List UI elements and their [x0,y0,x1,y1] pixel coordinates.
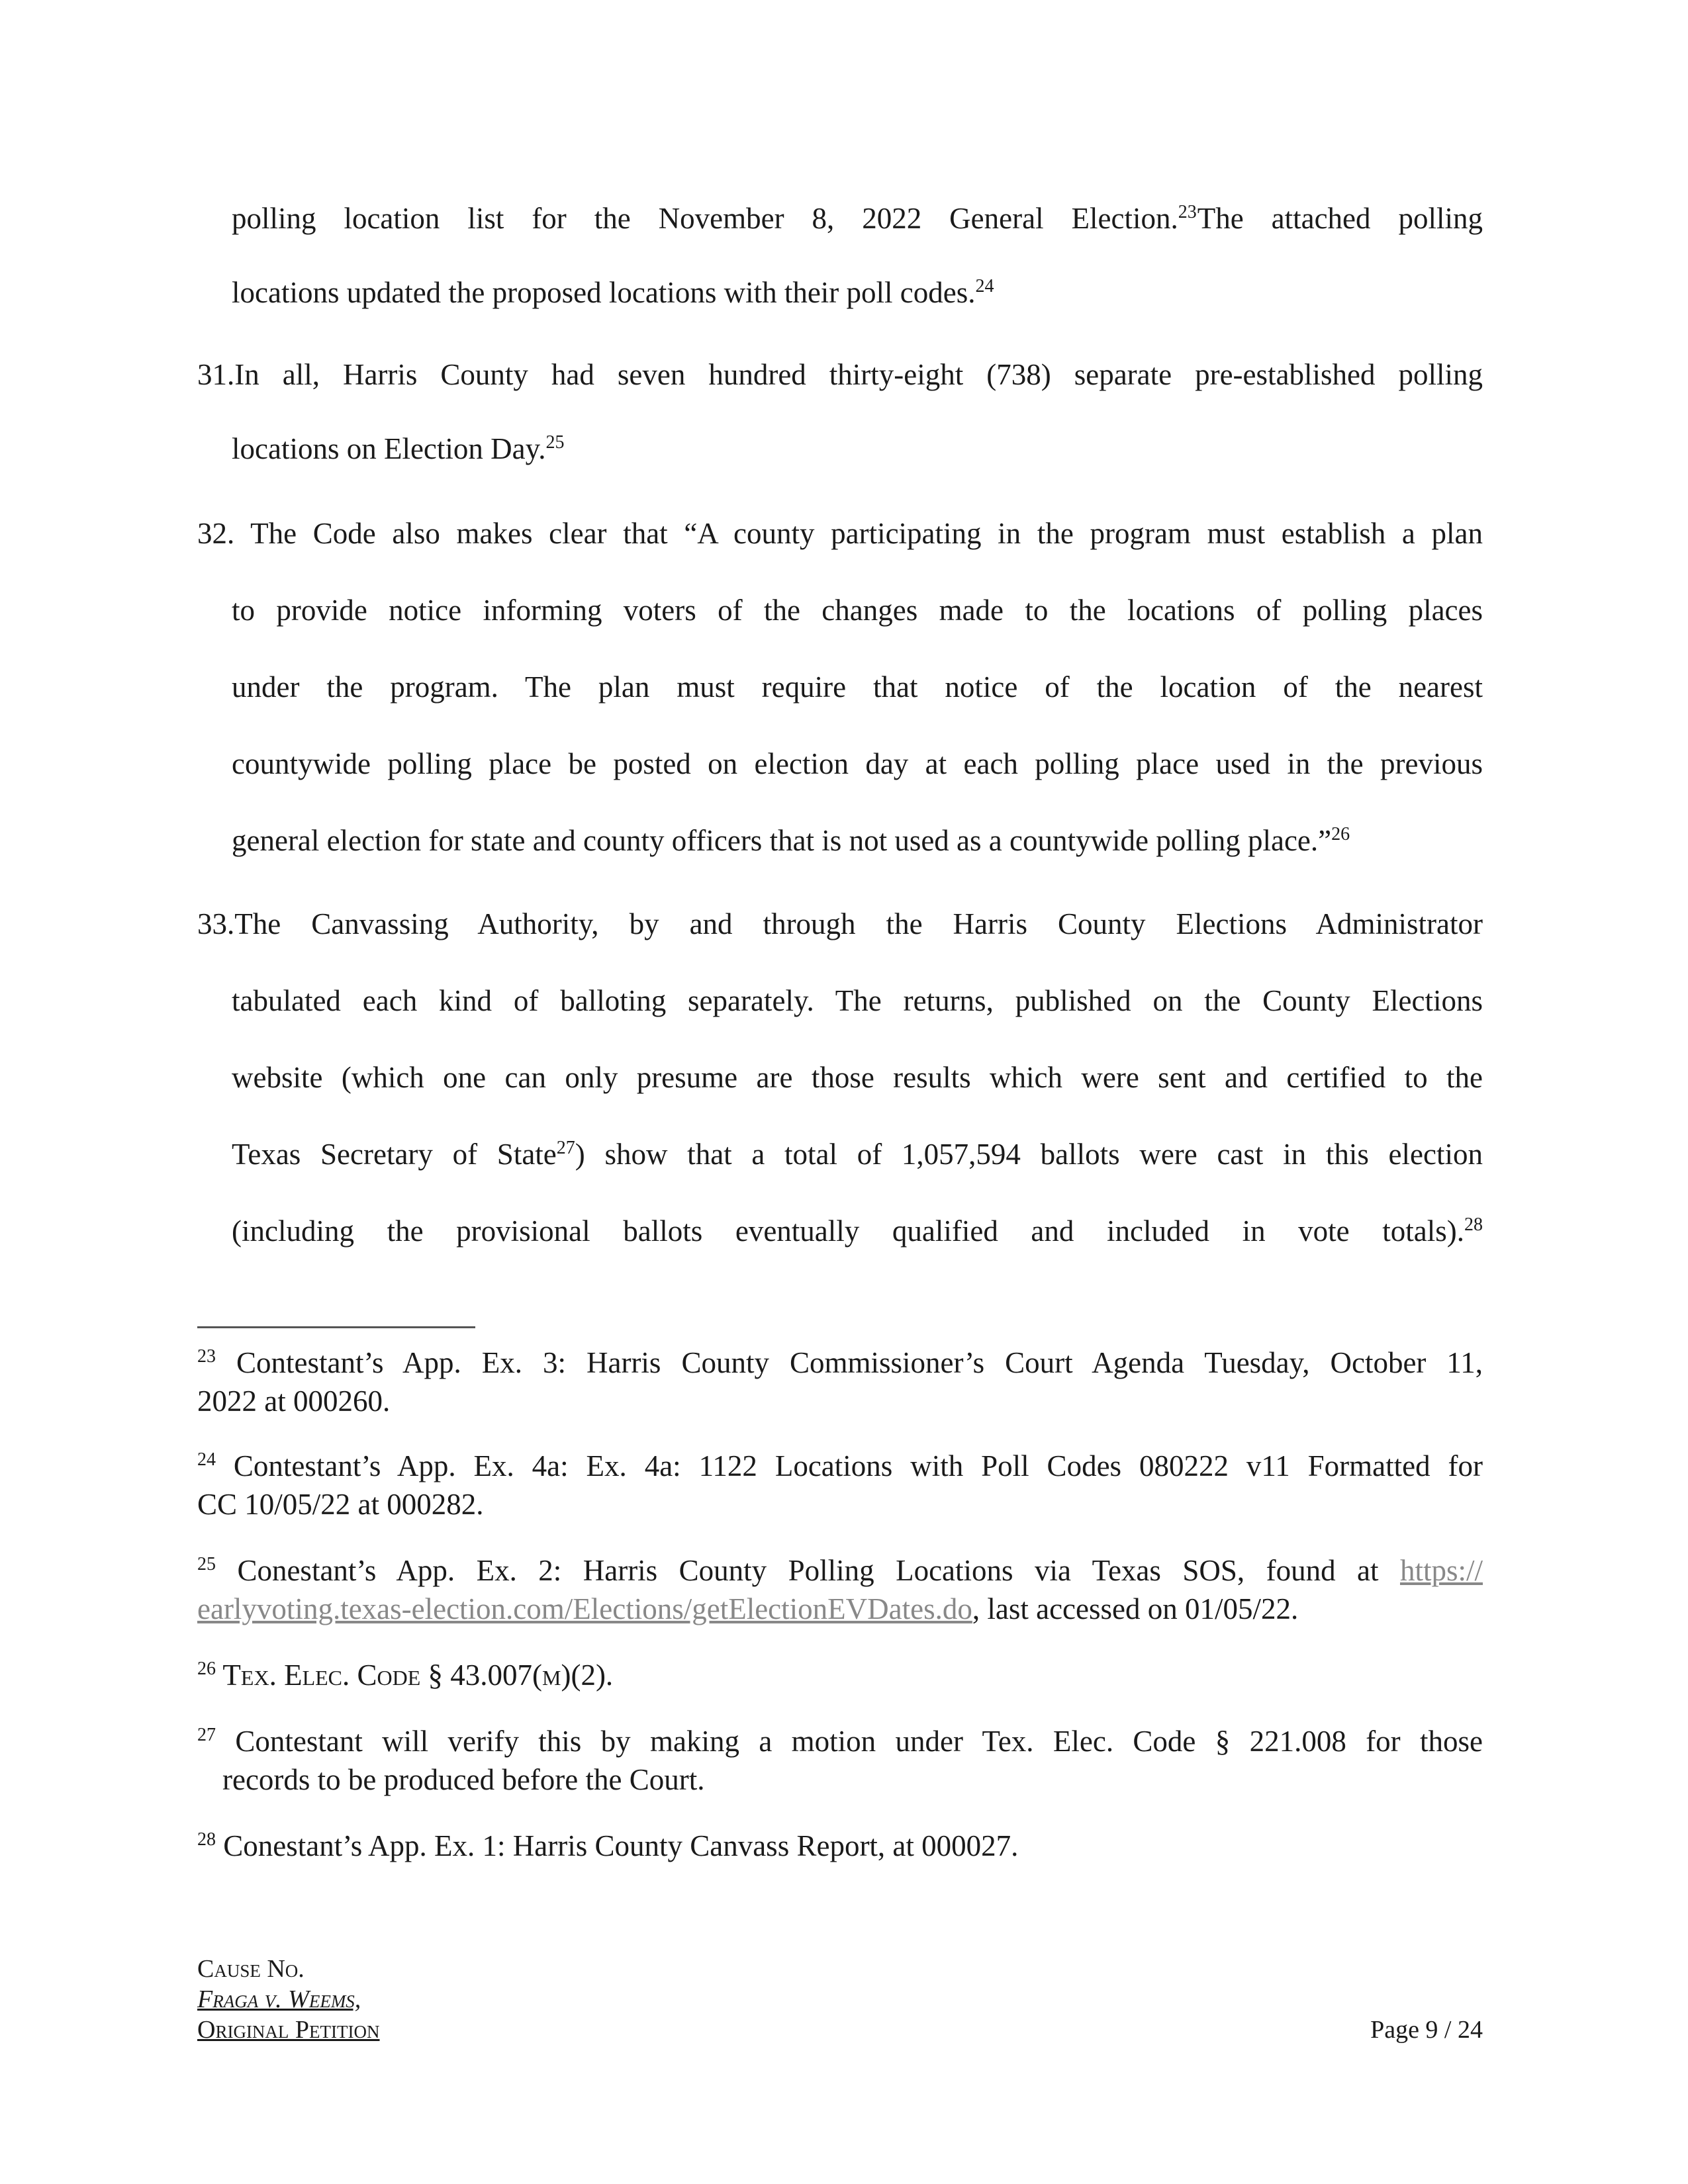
para31-text-2: locations on Election Day. [232,432,546,465]
footnote-26-number: 26 [197,1659,216,1679]
footnote-28-text: Conestant’s App. Ex. 1: Harris County Canvass Report, at 000027. [216,1829,1019,1862]
footnote-28-line1 [197,1827,1483,1865]
footnote-26-text: Tex. Elec. Code § 43.007(m)(2). [216,1659,614,1692]
footnote-ref-24[interactable]: 24 [975,276,994,296]
para33-line1: 33.The Canvassing Authority, by and through the Harris County Elections Administrator [197,907,1483,940]
footnote-25-number: 25 [197,1554,216,1574]
para30-line1 [232,180,1483,257]
footnote-26 [197,1656,1483,1694]
footnote-23-number: 23 [197,1346,216,1367]
footnote-25-link-part2[interactable]: earlyvoting.texas-election.com/Elections/getElectionEVDates.do [197,1592,972,1625]
para33-line2: tabulated each kind of balloting separately. The returns, published on the County Elections [232,984,1483,1017]
footnote-24-text: Contestant’s App. Ex. 4a: Ex. 4a: 1122 Locations with Poll Codes 080222 v11 Formatted for [216,1449,1483,1482]
footnote-25-line2 [197,1590,1483,1628]
footnote-ref-28[interactable]: 28 [1464,1214,1483,1235]
footnote-ref-25[interactable]: 25 [545,432,565,453]
footnote-27-number: 27 [197,1725,216,1745]
footnote-23-line2: 2022 at 000260. [197,1385,391,1418]
footnote-27 [197,1722,1483,1799]
para31-line2 [232,410,1483,487]
para30-line2 [232,254,1483,331]
footnote-28-number: 28 [197,1829,216,1850]
para30-text-b: The attached polling [1197,202,1483,235]
footnote-24 [197,1447,1483,1524]
footnote-25 [197,1551,1483,1628]
page-number: Page 9 / 24 [1370,2016,1483,2044]
footnote-25-text: Conestant’s App. Ex. 2: Harris County Polling Locations via Texas SOS, found at [216,1554,1379,1587]
footer-case-name: Fraga v. Weems, [197,1985,361,2013]
footnote-separator [197,1326,475,1328]
footnote-25-link-part1[interactable]: https:// [1399,1554,1483,1587]
para33-text-4a: Texas Secretary of State [232,1138,557,1171]
footnote-27-line1 [197,1722,1483,1760]
para32-line2: to provide notice informing voters of the changes made to the locations of polling places [232,594,1483,627]
para30-text-2: locations updated the proposed locations with their poll codes. [232,276,976,309]
para32-text-5: general election for state and county officers that is not used as a countywide polling place.” [232,824,1332,857]
footnote-24-number: 24 [197,1449,216,1470]
para32-line3: under the program. The plan must require that notice of the location of the nearest [232,670,1483,704]
footnote-ref-23[interactable]: 23 [1178,202,1197,222]
footnote-25-line1 [197,1551,1483,1590]
para32-line4: countywide polling place be posted on election day at each polling place used in the previous [232,747,1483,780]
footer-cause-no: Cause No. [197,1955,305,1983]
footnote-25-text-2: , last accessed on 01/05/22. [972,1592,1299,1625]
footnote-28 [197,1827,1483,1865]
page-footer-left [197,1954,380,2045]
footnote-24-line1 [197,1447,1483,1485]
para33-line4 [232,1116,1483,1193]
para32-line5 [232,802,1483,879]
footnote-23-line1 [197,1343,1483,1382]
para33-text-5: (including the provisional ballots eventually qualified and included in vote totals). [232,1214,1464,1248]
footnote-ref-27[interactable]: 27 [556,1138,575,1158]
footnote-23 [197,1343,1483,1420]
para33-line3: website (which one can only presume are those results which were sent and certified to the [232,1061,1483,1094]
para33-line5 [232,1193,1483,1269]
para31-line1: 31.In all, Harris County had seven hundred thirty-eight (738) separate pre-established polling [197,358,1483,391]
footer-document-title: Original Petition [197,2016,380,2044]
para30-text: polling location list for the November 8, 2022 General Election. [232,202,1178,235]
footnote-23-text: Contestant’s App. Ex. 3: Harris County Commissioner’s Court Agenda Tuesday, October 11, [216,1346,1483,1379]
para32-line1: 32. The Code also makes clear that “A county participating in the program must establish a plan [197,517,1483,550]
footnote-27-text: Contestant will verify this by making a motion under Tex. Elec. Code § 221.008 for those [216,1725,1483,1758]
footnote-27-line2: records to be produced before the Court. [222,1763,705,1796]
footnote-24-line2: CC 10/05/22 at 000282. [197,1488,484,1521]
footnote-26-line1 [197,1656,1483,1694]
para33-text-4b: ) show that a total of 1,057,594 ballots were cast in this election [575,1138,1483,1171]
footnote-ref-26[interactable]: 26 [1331,824,1350,844]
